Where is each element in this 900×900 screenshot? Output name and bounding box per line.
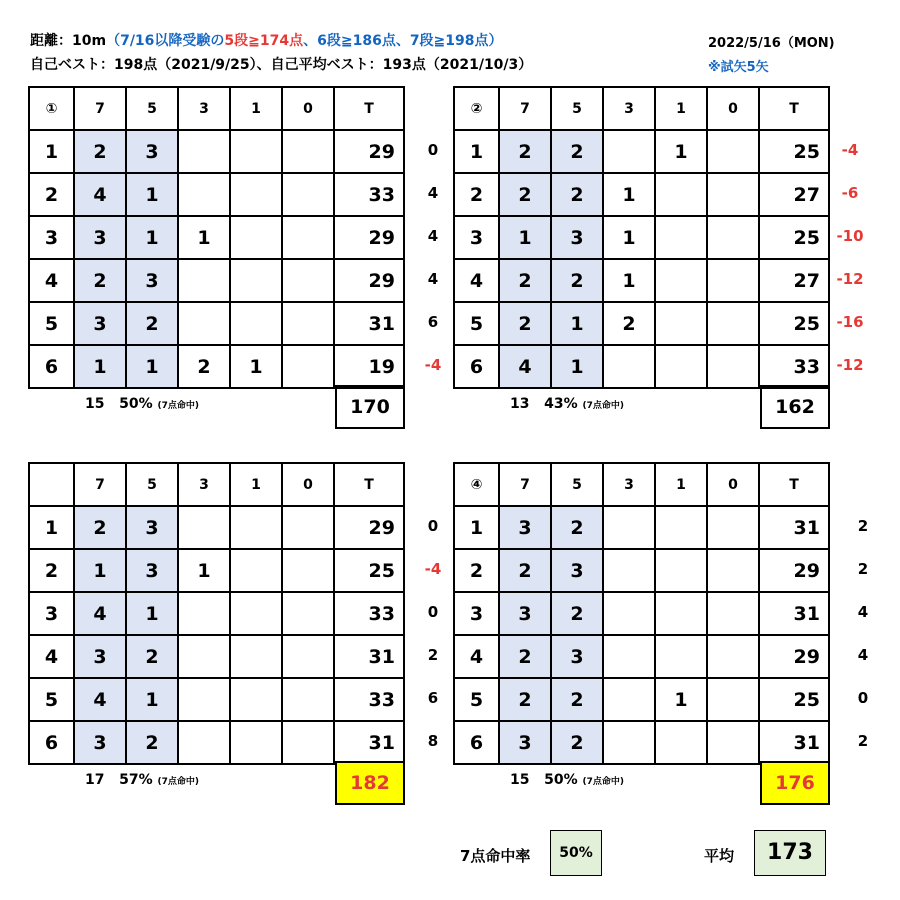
count-1	[655, 173, 707, 216]
count-5: 2	[126, 635, 178, 678]
count-1	[230, 721, 282, 764]
end-row	[29, 635, 404, 678]
count-5: 1	[126, 216, 178, 259]
count-1	[655, 592, 707, 635]
hit-summary	[85, 396, 199, 412]
score-table-2	[453, 86, 830, 389]
count-0	[282, 302, 334, 345]
count-1: 1	[655, 130, 707, 173]
count-0	[707, 592, 759, 635]
count-5: 2	[551, 259, 603, 302]
end-row	[454, 721, 829, 764]
count-5: 2	[551, 592, 603, 635]
count-7: 2	[499, 259, 551, 302]
count-5: 1	[126, 592, 178, 635]
count-0	[282, 345, 334, 388]
count-7: 4	[74, 678, 126, 721]
count-7: 2	[74, 259, 126, 302]
end-number: 6	[29, 345, 74, 388]
count-1	[655, 345, 707, 388]
column-header: 1	[655, 87, 707, 130]
count-0	[282, 721, 334, 764]
hit-count: 17	[85, 772, 105, 788]
column-header: 7	[74, 87, 126, 130]
end-number: 5	[29, 678, 74, 721]
count-3	[178, 592, 230, 635]
count-0	[282, 549, 334, 592]
count-0	[707, 635, 759, 678]
end-total: 33	[334, 173, 404, 216]
end-number: 3	[29, 216, 74, 259]
end-total: 31	[334, 721, 404, 764]
count-7: 4	[74, 592, 126, 635]
score-table-4	[453, 462, 830, 765]
end-number: 1	[29, 506, 74, 549]
count-1	[655, 635, 707, 678]
hit-note: (7点命中)	[157, 777, 199, 787]
score-diff: 0	[427, 517, 439, 535]
round-total: 182	[335, 761, 405, 805]
column-header: 0	[707, 463, 759, 506]
column-header: 5	[551, 463, 603, 506]
count-1	[655, 216, 707, 259]
end-row	[454, 678, 829, 721]
count-1	[655, 259, 707, 302]
count-5: 2	[551, 721, 603, 764]
count-5: 2	[126, 302, 178, 345]
score-diff: -10	[836, 227, 864, 245]
end-number: 2	[29, 549, 74, 592]
count-3: 1	[178, 216, 230, 259]
count-0	[282, 506, 334, 549]
score-diff: -16	[836, 313, 864, 331]
count-7: 1	[499, 216, 551, 259]
count-0	[707, 549, 759, 592]
end-number: 5	[454, 678, 499, 721]
count-7: 2	[74, 130, 126, 173]
end-total: 33	[759, 345, 829, 388]
end-row	[454, 173, 829, 216]
count-0	[707, 506, 759, 549]
count-7: 1	[74, 549, 126, 592]
column-header: 7	[499, 87, 551, 130]
dan-thresholds-rest: 、6段≧186点、7段≧198点）	[303, 33, 503, 49]
count-5: 2	[551, 173, 603, 216]
end-row	[29, 592, 404, 635]
count-1: 1	[655, 678, 707, 721]
column-header: 0	[282, 87, 334, 130]
distance-label: 距離：10m	[30, 33, 107, 49]
end-number: 3	[454, 592, 499, 635]
end-total: 27	[759, 173, 829, 216]
count-3	[178, 130, 230, 173]
count-0	[282, 173, 334, 216]
column-header: 5	[126, 463, 178, 506]
count-5: 2	[126, 721, 178, 764]
end-row	[29, 506, 404, 549]
count-7: 3	[74, 216, 126, 259]
end-row	[29, 216, 404, 259]
column-header: 3	[603, 87, 655, 130]
end-number: 2	[454, 173, 499, 216]
score-diff: 2	[857, 560, 869, 578]
score-diff: 2	[857, 517, 869, 535]
end-number: 4	[29, 259, 74, 302]
end-number: 4	[29, 635, 74, 678]
score-diff: -4	[424, 560, 442, 578]
count-1	[655, 721, 707, 764]
hit-rate-value: 50%	[550, 830, 602, 876]
round-id: ①	[29, 87, 74, 130]
count-1	[655, 302, 707, 345]
end-row	[454, 506, 829, 549]
count-0	[707, 721, 759, 764]
count-3: 2	[603, 302, 655, 345]
hit-note: (7点命中)	[582, 777, 624, 787]
count-0	[282, 678, 334, 721]
score-diff: 4	[857, 603, 869, 621]
count-5: 1	[126, 345, 178, 388]
score-table-1	[28, 86, 405, 389]
end-row	[29, 345, 404, 388]
end-total: 31	[334, 302, 404, 345]
score-diff: 2	[427, 646, 439, 664]
end-total: 25	[759, 678, 829, 721]
count-5: 2	[551, 506, 603, 549]
count-0	[707, 302, 759, 345]
count-1: 1	[230, 345, 282, 388]
score-diff: 4	[427, 270, 439, 288]
average-value: 173	[754, 830, 826, 876]
end-total: 27	[759, 259, 829, 302]
end-number: 6	[454, 721, 499, 764]
score-diff: 4	[427, 227, 439, 245]
end-total: 33	[334, 592, 404, 635]
end-total: 31	[334, 635, 404, 678]
count-5: 1	[551, 302, 603, 345]
end-row	[29, 173, 404, 216]
count-3: 1	[603, 216, 655, 259]
hit-note: (7点命中)	[157, 401, 199, 411]
round-total: 162	[760, 385, 830, 429]
session-date: 2022/5/16（MON)	[708, 36, 835, 51]
hit-rate-label: 7点命中率	[460, 847, 531, 865]
end-row	[29, 302, 404, 345]
end-total: 25	[334, 549, 404, 592]
end-number: 1	[29, 130, 74, 173]
hit-count: 13	[510, 396, 530, 412]
count-1	[230, 635, 282, 678]
hit-percent: 43%	[544, 396, 578, 412]
score-diff: -4	[841, 141, 859, 159]
count-5: 1	[126, 173, 178, 216]
score-table-3	[28, 462, 405, 765]
column-header: 5	[126, 87, 178, 130]
count-3: 1	[603, 259, 655, 302]
count-3	[178, 678, 230, 721]
count-0	[282, 216, 334, 259]
average-label: 平均	[704, 847, 735, 865]
score-diff: 4	[427, 184, 439, 202]
dan5-threshold: 5段≧174点	[224, 33, 304, 49]
end-total: 31	[759, 721, 829, 764]
column-header: 5	[551, 87, 603, 130]
end-row	[454, 592, 829, 635]
end-total: 29	[334, 506, 404, 549]
end-total: 29	[759, 635, 829, 678]
count-1	[230, 549, 282, 592]
header-line-2: 自己ベスト：198点（2021/9/25）、自己平均ベスト：193点（2021/10/3）	[30, 57, 533, 73]
count-1	[230, 216, 282, 259]
count-5: 3	[126, 130, 178, 173]
end-number: 6	[454, 345, 499, 388]
end-row	[454, 345, 829, 388]
hit-percent: 57%	[119, 772, 153, 788]
column-header: 1	[230, 87, 282, 130]
hit-summary	[510, 396, 624, 412]
count-7: 2	[499, 678, 551, 721]
count-0	[707, 173, 759, 216]
count-5: 2	[551, 678, 603, 721]
count-5: 2	[551, 130, 603, 173]
end-number: 2	[454, 549, 499, 592]
column-header: 1	[230, 463, 282, 506]
count-5: 3	[551, 635, 603, 678]
score-diff: -6	[841, 184, 859, 202]
end-total: 31	[759, 592, 829, 635]
count-0	[707, 345, 759, 388]
column-header: 1	[655, 463, 707, 506]
end-row	[29, 259, 404, 302]
count-5: 3	[126, 506, 178, 549]
hit-summary	[510, 772, 624, 788]
hit-percent: 50%	[119, 396, 153, 412]
end-number: 5	[29, 302, 74, 345]
trial-arrows-note: ※試矢5矢	[708, 60, 769, 75]
round-total: 170	[335, 385, 405, 429]
end-total: 29	[334, 259, 404, 302]
count-3	[603, 506, 655, 549]
end-number: 5	[454, 302, 499, 345]
count-7: 3	[74, 721, 126, 764]
hit-summary	[85, 772, 199, 788]
count-5: 3	[551, 216, 603, 259]
count-7: 2	[499, 302, 551, 345]
end-row	[29, 721, 404, 764]
count-1	[230, 506, 282, 549]
count-7: 2	[499, 635, 551, 678]
score-diff: -4	[424, 356, 442, 374]
count-7: 4	[499, 345, 551, 388]
column-header: 3	[178, 87, 230, 130]
count-3: 1	[603, 173, 655, 216]
end-number: 4	[454, 635, 499, 678]
hit-count: 15	[85, 396, 105, 412]
count-7: 3	[499, 592, 551, 635]
end-total: 31	[759, 506, 829, 549]
score-diff: 0	[857, 689, 869, 707]
end-total: 25	[759, 216, 829, 259]
score-diff: 0	[427, 141, 439, 159]
end-number: 3	[29, 592, 74, 635]
end-row	[454, 259, 829, 302]
hit-percent: 50%	[544, 772, 578, 788]
count-1	[655, 506, 707, 549]
count-5: 1	[126, 678, 178, 721]
end-total: 29	[334, 130, 404, 173]
count-0	[707, 678, 759, 721]
round-id	[29, 463, 74, 506]
hit-count: 15	[510, 772, 530, 788]
column-header: 3	[178, 463, 230, 506]
end-total: 25	[759, 130, 829, 173]
count-1	[230, 678, 282, 721]
end-row	[29, 130, 404, 173]
count-3	[178, 721, 230, 764]
score-diff: 2	[857, 732, 869, 750]
end-row	[454, 302, 829, 345]
count-7: 4	[74, 173, 126, 216]
count-3	[603, 130, 655, 173]
exam-note-open: （7/16以降受験の	[106, 33, 225, 49]
count-3	[178, 259, 230, 302]
score-diff: 0	[427, 603, 439, 621]
end-total: 29	[759, 549, 829, 592]
count-7: 3	[499, 506, 551, 549]
column-header: 7	[74, 463, 126, 506]
count-7: 1	[74, 345, 126, 388]
hit-note: (7点命中)	[582, 401, 624, 411]
count-7: 2	[74, 506, 126, 549]
count-3	[178, 506, 230, 549]
end-row	[454, 130, 829, 173]
end-number: 6	[29, 721, 74, 764]
count-5: 3	[126, 549, 178, 592]
end-row	[29, 549, 404, 592]
header-line-1	[30, 30, 503, 50]
count-1	[230, 259, 282, 302]
count-7: 3	[499, 721, 551, 764]
score-diff: 6	[427, 689, 439, 707]
score-diff: -12	[836, 270, 864, 288]
count-3	[178, 302, 230, 345]
end-number: 1	[454, 130, 499, 173]
end-row	[29, 678, 404, 721]
round-id: ②	[454, 87, 499, 130]
end-number: 3	[454, 216, 499, 259]
count-3	[603, 635, 655, 678]
end-total: 25	[759, 302, 829, 345]
count-3: 1	[178, 549, 230, 592]
column-header: 0	[707, 87, 759, 130]
count-1	[655, 549, 707, 592]
score-diff: -12	[836, 356, 864, 374]
end-row	[454, 216, 829, 259]
count-3	[603, 345, 655, 388]
column-header: T	[759, 463, 829, 506]
end-total: 29	[334, 216, 404, 259]
column-header: T	[334, 463, 404, 506]
count-1	[230, 302, 282, 345]
count-7: 2	[499, 549, 551, 592]
count-0	[707, 259, 759, 302]
count-3	[178, 173, 230, 216]
count-7: 3	[74, 302, 126, 345]
score-diff: 8	[427, 732, 439, 750]
count-0	[282, 259, 334, 302]
count-3	[603, 721, 655, 764]
count-5: 3	[551, 549, 603, 592]
column-header: 0	[282, 463, 334, 506]
end-row	[454, 635, 829, 678]
end-total: 19	[334, 345, 404, 388]
count-0	[282, 635, 334, 678]
count-5: 1	[551, 345, 603, 388]
count-7: 3	[74, 635, 126, 678]
end-number: 4	[454, 259, 499, 302]
column-header: 3	[603, 463, 655, 506]
end-number: 1	[454, 506, 499, 549]
count-1	[230, 592, 282, 635]
end-number: 2	[29, 173, 74, 216]
count-7: 2	[499, 173, 551, 216]
count-7: 2	[499, 130, 551, 173]
count-3	[603, 592, 655, 635]
end-row	[454, 549, 829, 592]
score-diff: 6	[427, 313, 439, 331]
column-header: 7	[499, 463, 551, 506]
score-diff: 4	[857, 646, 869, 664]
count-0	[282, 592, 334, 635]
count-1	[230, 130, 282, 173]
count-3	[603, 678, 655, 721]
round-total: 176	[760, 761, 830, 805]
count-0	[707, 216, 759, 259]
count-3	[603, 549, 655, 592]
count-3: 2	[178, 345, 230, 388]
column-header: T	[334, 87, 404, 130]
count-0	[282, 130, 334, 173]
count-5: 3	[126, 259, 178, 302]
count-1	[230, 173, 282, 216]
round-id: ④	[454, 463, 499, 506]
count-0	[707, 130, 759, 173]
count-3	[178, 635, 230, 678]
column-header: T	[759, 87, 829, 130]
end-total: 33	[334, 678, 404, 721]
